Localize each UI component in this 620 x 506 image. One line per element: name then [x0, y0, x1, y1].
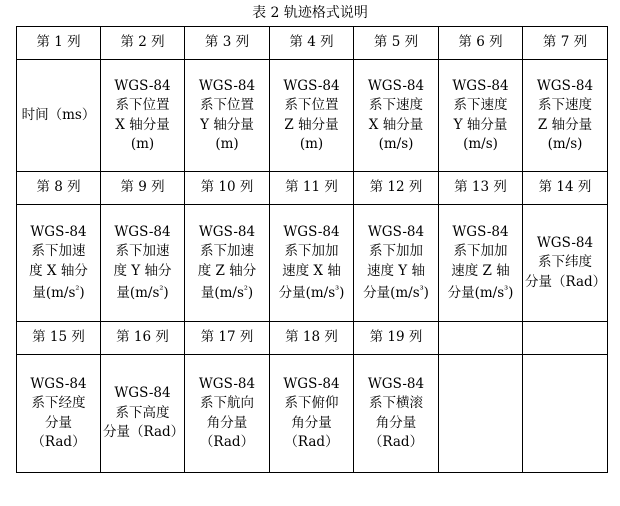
- description-line: Z 轴分量: [537, 116, 593, 133]
- description-cell: [439, 355, 523, 473]
- description-cell: [101, 60, 185, 172]
- description-line: 系下位置: [284, 97, 339, 113]
- description-line: WGS-84: [283, 77, 340, 94]
- description-line: WGS-84: [198, 223, 256, 240]
- description-line: WGS-84: [452, 223, 509, 240]
- description-cell: [17, 205, 101, 322]
- description-line: WGS-84: [30, 375, 87, 392]
- header-row: [17, 27, 608, 60]
- description-line: 系下加加: [369, 243, 423, 259]
- column-header-cell: 第 10 列: [185, 172, 270, 205]
- column-header-cell: 第 4 列: [270, 27, 354, 60]
- description-line: 度 Y 轴分: [113, 262, 172, 279]
- description-row: [17, 355, 608, 473]
- column-header-cell: 第 7 列: [523, 27, 608, 60]
- column-header-cell: 第 16 列: [101, 322, 185, 355]
- column-header-cell: 第 1 列: [17, 27, 101, 60]
- description-line: WGS-84: [114, 223, 171, 240]
- description-line: 系下加速: [31, 243, 86, 259]
- description-cell: [523, 355, 608, 473]
- description-line: 系下位置: [115, 97, 170, 113]
- description-line: WGS-84: [536, 234, 594, 251]
- column-header-cell: 第 17 列: [185, 322, 270, 355]
- description-line: 系下加加: [284, 243, 339, 259]
- column-header-cell: 第 5 列: [354, 27, 439, 60]
- header-row: [17, 322, 608, 355]
- column-header-cell: 第 18 列: [270, 322, 354, 355]
- description-line: 分量: [45, 414, 72, 431]
- description-line: 系下速度: [453, 97, 508, 113]
- description-row: [17, 60, 608, 172]
- description-line: WGS-84: [114, 385, 171, 402]
- description-line: 时间（ms）: [21, 106, 96, 123]
- description-line: (m): [130, 136, 155, 152]
- description-line: Z 轴分量: [284, 116, 339, 133]
- description-cell: [17, 355, 101, 473]
- description-cell: [17, 60, 101, 172]
- description-line: WGS-84: [198, 375, 256, 392]
- description-cell: [523, 205, 608, 322]
- description-line: 速度 Y 轴: [367, 262, 425, 279]
- description-row: [17, 205, 608, 322]
- description-line: (m/s): [378, 136, 414, 152]
- description-line: 分量$(m/s^{^3})$: [363, 285, 429, 301]
- description-cell: [185, 205, 270, 322]
- description-line: 度 X 轴分: [29, 262, 88, 279]
- description-line: X 轴分量: [115, 116, 170, 133]
- description-line: 速度 Z 轴: [451, 262, 510, 279]
- description-line: WGS-84: [536, 77, 594, 94]
- column-header-cell: 第 14 列: [523, 172, 608, 205]
- description-line: 量$(m/s^{^2})$: [32, 285, 85, 301]
- description-cell: [270, 205, 354, 322]
- description-line: 角分量: [206, 414, 248, 431]
- description-line: 分量$(m/s^{^3})$: [447, 285, 514, 301]
- description-line: 系下航向: [200, 395, 254, 411]
- description-cell: [523, 60, 608, 172]
- description-cell: [439, 205, 523, 322]
- description-line: WGS-84: [30, 223, 87, 240]
- description-cell: [354, 355, 439, 473]
- column-header-cell: 第 11 列: [270, 172, 354, 205]
- description-line: （Rad）: [284, 434, 339, 450]
- description-line: WGS-84: [283, 375, 340, 392]
- column-header-cell: 第 9 列: [101, 172, 185, 205]
- description-line: 分量（Rad）: [103, 424, 185, 441]
- description-line: 量$(m/s^{^2})$: [116, 285, 169, 301]
- description-line: 系下加速: [115, 243, 170, 259]
- description-line: （Rad）: [199, 434, 255, 450]
- description-line: 系下加速: [200, 243, 254, 259]
- description-cell: [101, 355, 185, 473]
- description-line: 系下速度: [369, 97, 423, 113]
- description-line: 系下速度: [538, 97, 592, 113]
- description-cell: [439, 60, 523, 172]
- description-line: WGS-84: [367, 223, 425, 240]
- description-line: Y 轴分量: [453, 116, 508, 133]
- column-header-cell: 第 3 列: [185, 27, 270, 60]
- description-line: 角分量: [291, 414, 332, 431]
- description-line: 度 Z 轴分: [197, 262, 257, 279]
- column-header-cell: 第 8 列: [17, 172, 101, 205]
- description-cell: [185, 60, 270, 172]
- description-line: X 轴分量: [368, 116, 424, 133]
- column-header-cell: 第 6 列: [439, 27, 523, 60]
- description-line: 速度 X 轴: [282, 262, 341, 279]
- description-line: 系下纬度: [538, 254, 592, 271]
- description-line: 分量（Rad）: [525, 273, 607, 290]
- description-line: WGS-84: [367, 375, 425, 392]
- header-row: [17, 172, 608, 205]
- description-line: 系下横滚: [369, 395, 423, 411]
- description-line: （Rad）: [31, 434, 86, 450]
- description-line: (m/s): [547, 136, 583, 152]
- description-line: WGS-84: [198, 77, 256, 94]
- table-caption: 表 2 轨迹格式说明: [252, 5, 368, 21]
- description-line: 系下经度: [31, 395, 86, 411]
- description-line: WGS-84: [114, 77, 171, 94]
- column-header-cell: 第 2 列: [101, 27, 185, 60]
- description-line: (m): [215, 136, 239, 152]
- description-line: 系下位置: [200, 97, 254, 113]
- description-line: (m/s): [463, 136, 498, 152]
- description-line: WGS-84: [283, 223, 340, 240]
- description-cell: [270, 60, 354, 172]
- description-cell: [270, 355, 354, 473]
- column-header-cell: 第 13 列: [439, 172, 523, 205]
- description-line: 角分量: [375, 414, 417, 431]
- trajectory-format-table: [16, 26, 608, 473]
- column-header-cell: 第 12 列: [354, 172, 439, 205]
- description-line: (m): [299, 136, 324, 152]
- description-cell: [185, 355, 270, 473]
- description-cell: [354, 205, 439, 322]
- description-line: WGS-84: [367, 77, 425, 94]
- column-header-cell: [523, 322, 608, 355]
- description-line: 系下加加: [453, 243, 508, 259]
- description-line: （Rad）: [368, 434, 424, 450]
- description-cell: [101, 205, 185, 322]
- column-header-cell: [439, 322, 523, 355]
- column-header-cell: 第 19 列: [354, 322, 439, 355]
- description-line: 系下高度: [115, 404, 170, 421]
- description-line: 量$(m/s^{^2})$: [200, 285, 254, 301]
- description-line: 分量$(m/s^{^3})$: [278, 285, 345, 301]
- description-line: Y 轴分量: [200, 116, 254, 133]
- description-line: WGS-84: [452, 77, 509, 94]
- description-line: 系下俯仰: [284, 395, 339, 411]
- description-cell: [354, 60, 439, 172]
- column-header-cell: 第 15 列: [17, 322, 101, 355]
